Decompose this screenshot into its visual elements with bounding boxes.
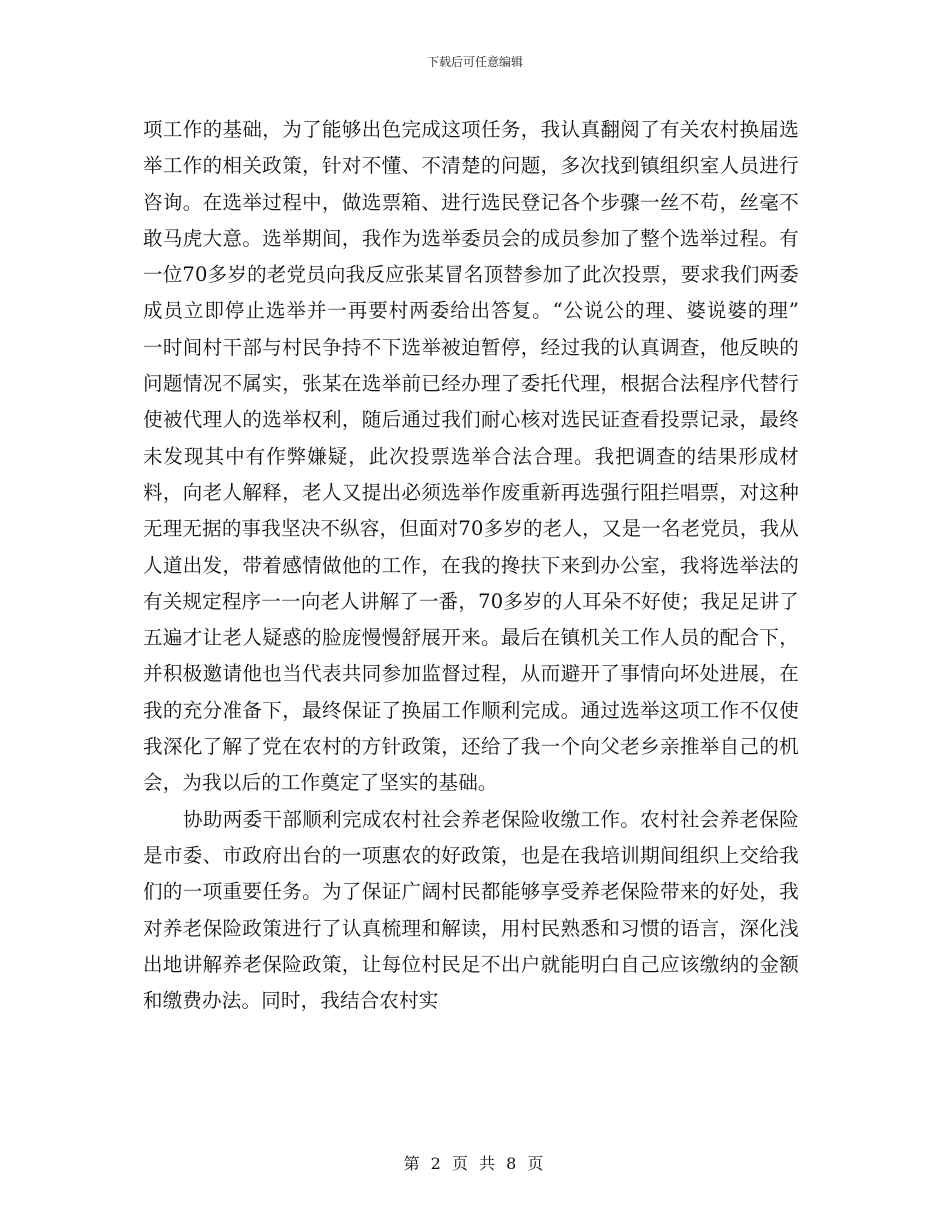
document-body bbox=[143, 112, 799, 1019]
page-header: 下载后可任意编辑 bbox=[426, 55, 523, 69]
paragraph-2: 协助两委干部顺利完成农村社会养老保险收缴工作。农村社会养老保险是市委、市政府出台的一项惠农的好政策，也是在我培训期间组织上交给我们的一项重要任务。为了保证广阔村民都能够享受养老保险带来的好处，我对养老保险政策进行了认真梳理和解读，用村民熟悉和习惯的语言，深化浅出地讲解养老保险政策，让每位村民足不出户就能明白自己应该缴纳的金额和缴费办法。同时，我结合农村实 bbox=[143, 807, 799, 1013]
page-footer: 第 2 页 共 8 页 bbox=[403, 1154, 547, 1173]
paragraph-1: 项工作的基础，为了能够出色完成这项任务，我认真翻阅了有关农村换届选举工作的相关政策，针对不懂、不清楚的问题，多次找到镇组织室人员进行咨询。在选举过程中，做选票箱、进行选民登记各个步骤一丝不苟，丝毫不敢马虎大意。选举期间，我作为选举委员会的成员参加了整个选举过程。有一位70多岁的老党员向我反应张某冒名顶替参加了此次投票，要求我们两委成员立即停止选举并一再要村两委给出答复。“公说公的理、婆说婆的理” 一时间村干部与村民争持不下选举被迫暂停，经过我的认真调查，他反映的问题情况不属实，张某在选举前已经办理了委托代理，根据合法程序代替行使被代理人的选举权利，随后通过我们耐心核对选民证查看投票记录，最终未发现其中有作弊嫌疑，此次投票选举合法合理。我把调查的结果形成材料，向老人解释，老人又提出必须选举作废重新再选强行阻拦唱票，对这种无理无据的事我坚决不纵容，但面对70多岁的老人，又是一名老党员，我从人道出发，带着感情做他的工作，在我的搀扶下来到办公室，我将选举法的有关规定程序一一向老人讲解了一番，70多岁的人耳朵不好使；我足足讲了五遍才让老人疑惑的脸庞慢慢舒展开来。最后在镇机关工作人员的配合下，并积极邀请他也当代表共同参加监督过程，从而避开了事情向坏处进展，在我的充分准备下，最终保证了换届工作顺利完成。通过选举这项工作不仅使我深化了解了党在农村的方针政策，还给了我一个向父老乡亲推举自己的机会，为我以后的工作奠定了坚实的基础。 bbox=[143, 118, 799, 795]
